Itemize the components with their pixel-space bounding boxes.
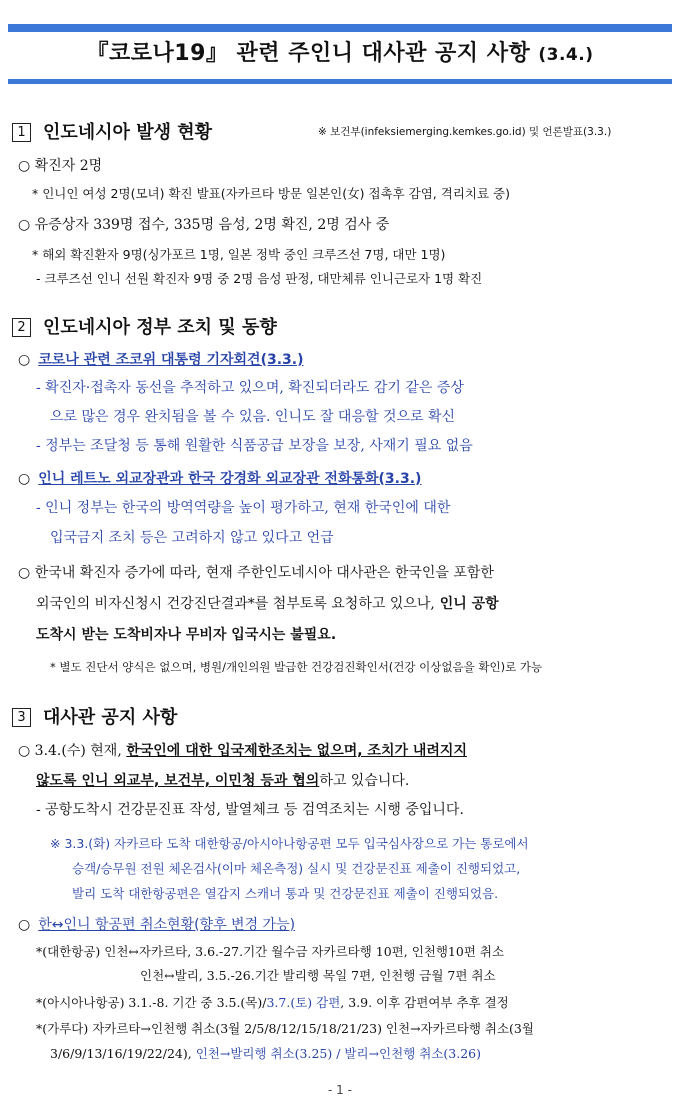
s3-line-8: *(대한항공) 인천↔자카르타, 3.6.-27.기간 월수금 자카르타행 10편, 인천행10편 취소	[36, 944, 505, 959]
top-rule	[8, 24, 672, 32]
section-2-heading: 2 인도네시아 정부 조치 및 동향	[12, 313, 277, 339]
page-number: - 1 -	[328, 1083, 352, 1097]
s3-line-1: ○ 3.4.(수) 현재, 한국인에 대한 입국제한조치는 없으며, 조치가 내려지지	[18, 743, 467, 759]
source-note: ※ 보건부(infeksiemerging.kemkes.go.id) 및 언론발표(3.3.)	[318, 126, 612, 138]
s2-line-11: * 별도 진단서 양식은 없으며, 병원/개인의원 발급한 건강검진확인서(건강 이상없음을 확인)로 가능	[50, 660, 543, 674]
s3-line-3: - 공항도착시 건강문진표 작성, 발열체크 등 검역조치는 시행 중입니다.	[36, 802, 464, 818]
s2-line-1: ○ 코로나 관련 조코위 대통령 기자회견(3.3.)	[18, 352, 304, 368]
s3-line-4: ※ 3.3.(화) 자카르타 도착 대한항공/아시아나항공편 모두 입국심사장으로 가는 통로에서	[50, 836, 529, 851]
page-title: 『코로나19』 관련 주인니 대사관 공지 사항 (3.4.)	[86, 41, 594, 66]
bottom-rule	[8, 79, 672, 84]
s2-line-6: - 인니 정부는 한국의 방역역량을 높이 평가하고, 현재 한국인에 대한	[36, 500, 451, 516]
s1-line-4: * 해외 확진환자 9명(싱가포르 1명, 일본 정박 중인 크루즈선 7명, 대만 1명)	[32, 247, 446, 262]
s3-line-12: 3/6/9/13/16/19/22/24), 인천→발리행 취소(3.25) / 발리→인천행 취소(3.26)	[50, 1046, 481, 1061]
s1-line-2: * 인니인 여성 2명(모녀) 확진 발표(자카르타 방문 일본인(女) 접촉후 감염, 격리치료 중)	[32, 186, 510, 201]
s1-line-1: ○ 확진자 2명	[18, 158, 103, 174]
s2-line-10: 도착시 받는 도착비자나 무비자 입국시는 불필요.	[36, 627, 337, 643]
s3-line-10: *(아시아나항공) 3.1.-8. 기간 중 3.5.(목)/3.7.(토) 감편, 3.9. 이후 감편여부 추후 결정	[36, 995, 509, 1010]
s1-line-5: - 크루즈선 인니 선원 확진자 9명 중 2명 음성 판정, 대만체류 인니근로자 1명 확진	[36, 271, 483, 286]
s2-line-2: - 확진자·접촉자 동선을 추적하고 있으며, 확진되더라도 감기 같은 증상	[36, 380, 464, 396]
s3-line-7: ○ 한↔인니 항공편 취소현황(향후 변경 가능)	[18, 917, 296, 933]
s3-line-6: 발리 도착 대한항공편은 열감지 스캐너 통과 및 건강문진표 제출이 진행되었음.	[72, 886, 499, 901]
section-3-heading: 3 대사관 공지 사항	[12, 703, 177, 729]
s3-line-5: 승객/승무원 전원 체온검사(이마 체온측정) 실시 및 건강문진표 제출이 진행되었고,	[72, 861, 521, 876]
s1-line-3: ○ 유증상자 339명 접수, 335명 음성, 2명 확진, 2명 검사 중	[18, 217, 390, 233]
s3-line-11: *(가루다) 자카르타→인천행 취소(3월 2/5/8/12/15/18/21/23) 인천→자카르타행 취소(3월	[36, 1021, 534, 1036]
s2-line-4: - 정부는 조달청 등 통해 원활한 식품공급 보장을 보장, 사재기 필요 없음	[36, 438, 473, 454]
section-1-heading: 1 인도네시아 발생 현황	[12, 118, 212, 144]
s2-line-9: 외국인의 비자신청시 건강진단결과*를 첨부토록 요청하고 있으나, 인니 공항	[36, 596, 499, 612]
s2-line-5: ○ 인니 레트노 외교장관과 한국 강경화 외교장관 전화통화(3.3.)	[18, 471, 422, 487]
s2-line-7: 입국금지 조치 등은 고려하지 않고 있다고 언급	[50, 530, 334, 546]
s2-line-3: 으로 많은 경우 완치됨을 볼 수 있음. 인니도 잘 대응할 것으로 확신	[50, 409, 456, 425]
s2-line-8: ○ 한국내 확진자 증가에 따라, 현재 주한인도네시아 대사관은 한국인을 포함한	[18, 565, 494, 581]
s3-line-9: 인천↔발리, 3.5.-26.기간 발리행 목일 7편, 인천행 금월 7편 취소	[140, 968, 496, 983]
s3-line-2: 않도록 인니 외교부, 보건부, 이민청 등과 협의하고 있습니다.	[36, 773, 410, 789]
